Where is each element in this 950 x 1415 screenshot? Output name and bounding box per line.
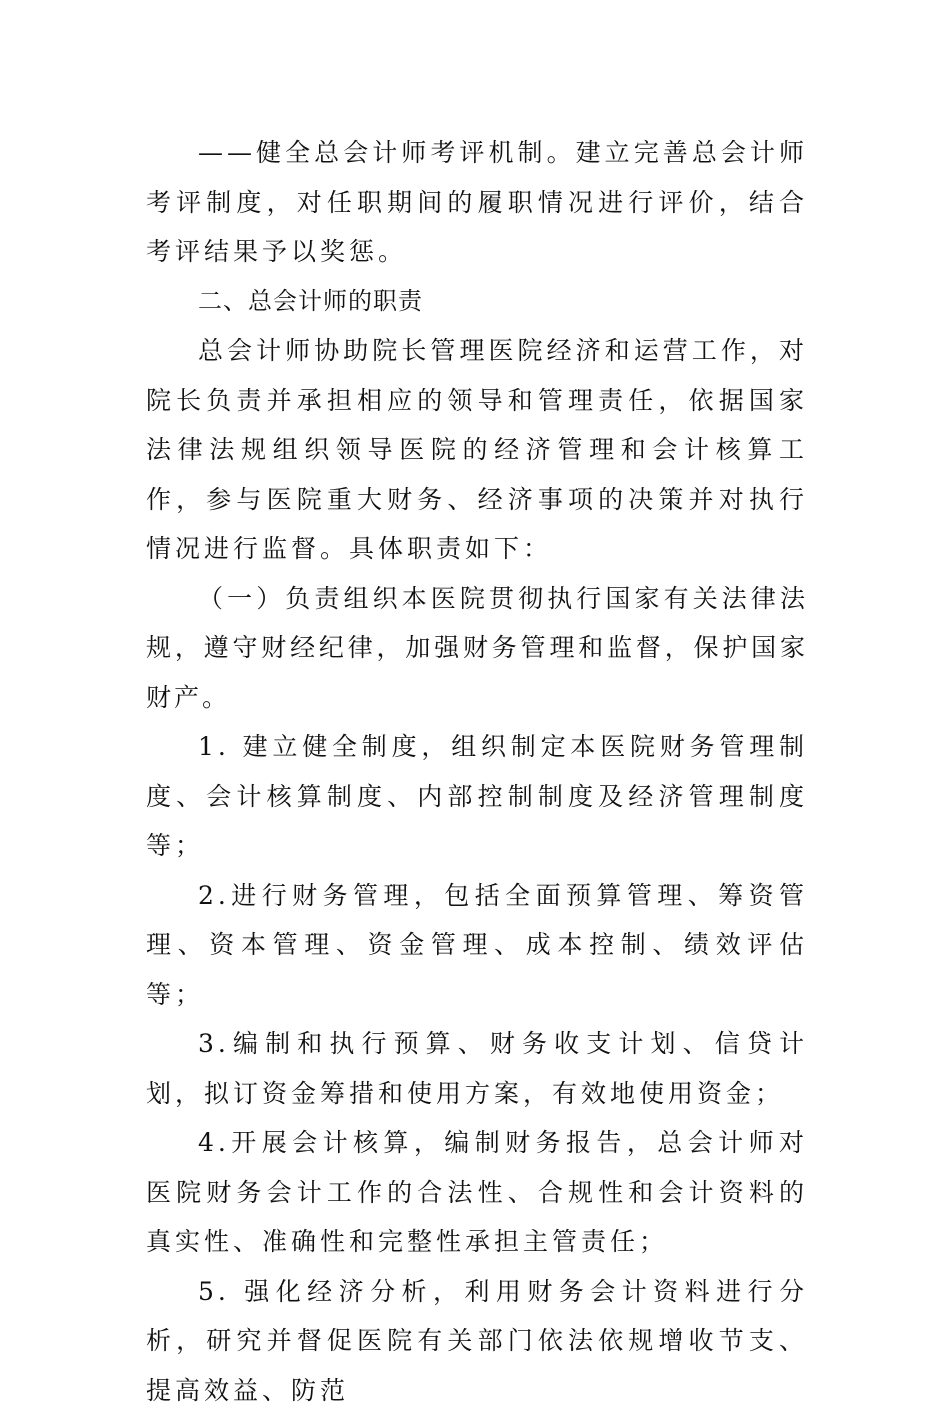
- list-item-2: 2.进行财务管理，包括全面预算管理、筹资管理、资本管理、资金管理、成本控制、绩效评估等；: [146, 871, 808, 1020]
- list-item-4: 4.开展会计核算，编制财务报告，总会计师对医院财务会计工作的合法性、合规性和会计资料的真实性、准确性和完整性承担主管责任；: [146, 1118, 808, 1267]
- list-item-1: 1. 建立健全制度，组织制定本医院财务管理制度、会计核算制度、内部控制制度及经济管理制度等；: [146, 722, 808, 871]
- list-item-5: 5. 强化经济分析，利用财务会计资料进行分析，研究并督促医院有关部门依法依规增收节支、提高效益、防范: [146, 1267, 808, 1415]
- paragraph-duty-1: （一）负责组织本医院贯彻执行国家有关法律法规，遵守财经纪律，加强财务管理和监督，保护国家财产。: [146, 574, 808, 723]
- document-page: [146, 128, 808, 1415]
- list-item-3: 3.编制和执行预算、财务收支计划、信贷计划，拟订资金筹措和使用方案，有效地使用资金；: [146, 1019, 808, 1118]
- section-heading-duties: 二、总会计师的职责: [146, 277, 808, 327]
- paragraph-evaluation-mechanism: ——健全总会计师考评机制。建立完善总会计师考评制度，对任职期间的履职情况进行评价，结合考评结果予以奖惩。: [146, 128, 808, 277]
- paragraph-duties-intro: 总会计师协助院长管理医院经济和运营工作，对院长负责并承担相应的领导和管理责任，依据国家法律法规组织领导医院的经济管理和会计核算工作，参与医院重大财务、经济事项的决策并对执行情况进行监督。具体职责如下：: [146, 326, 808, 574]
